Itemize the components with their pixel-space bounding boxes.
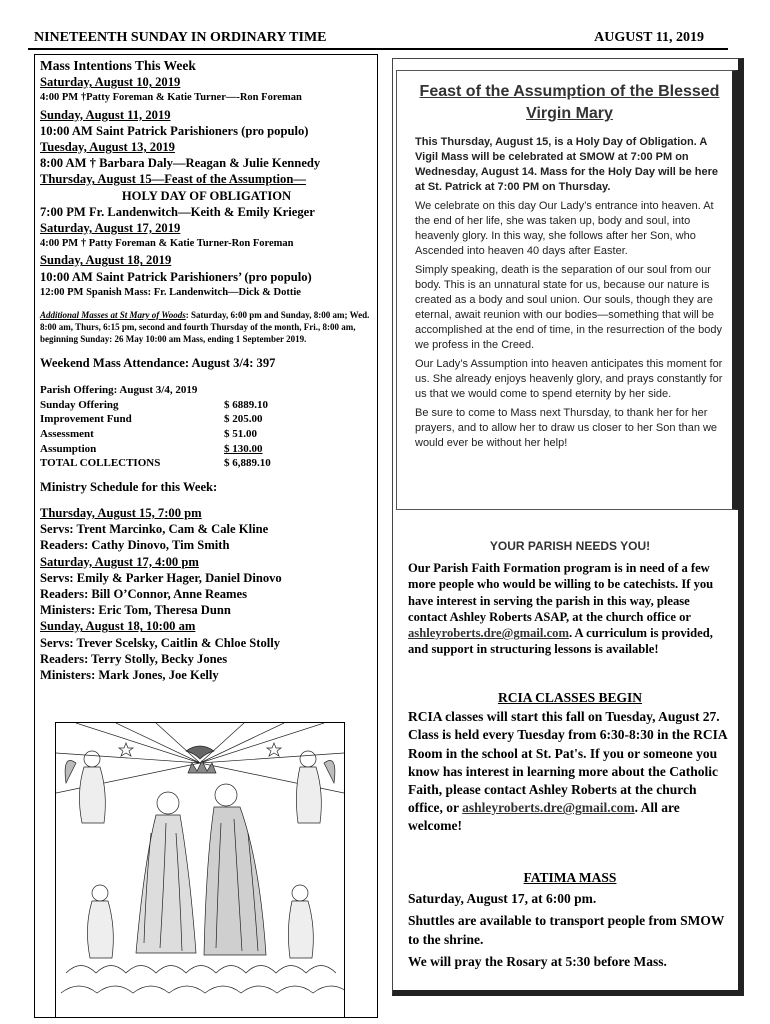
ministry-line: Servs: Trent Marcinko, Cam & Cale Kline [40,522,269,537]
page-header [34,30,726,48]
offering-value: $ 130.00 [224,442,263,455]
offering-label: Improvement Fund [40,413,132,426]
mass-line: 7:00 PM Fr. Landenwitch—Keith & Emily Krieger [40,204,315,219]
offering-label: Sunday Offering [40,398,119,411]
rcia-text [408,708,732,835]
rcia-text-a: RCIA classes will start this fall on Tuesday, August 27. Class is held every Tuesday from 6:30-8:30 in the RCIA Room in the school at St. Pat's. If you or someone you know has interest in learning more about the Catholic Faith, please contact Ashley Roberts at the church office, or [408,709,727,816]
mass-line: 4:00 PM †Patty Foreman & Katie Turner—-Ron Foreman [40,92,302,104]
offering-title: Parish Offering: August 3/4, 2019 [40,384,198,397]
needs-text-b: . A curriculum is provided, and support in structuring lessons is available! [408,626,713,657]
mass-line: 4:00 PM † Patty Foreman & Katie Turner-Ron Foreman [40,238,294,250]
fatima-line: Shuttles are available to transport people from SMOW to the shrine. [408,913,725,947]
ministry-schedule [40,505,373,683]
offering-value: $ 205.00 [224,413,263,426]
ministry-line: Servs: Trever Scelsky, Caitlin & Chloe Stolly [40,635,281,650]
feast-paragraph: We celebrate on this day Our Lady’s entrance into heaven. At the end of her life, she was taken up, body and soul, into heavenly glory. In this way, she follows after her Son, who Ascended into heaven 40 days after Easter. [415,200,714,257]
fatima-line: We will pray the Rosary at 5:30 before Mass. [408,953,667,969]
offering-label: Assessment [40,428,94,441]
header-rule [28,48,728,50]
feast-paragraph: Be sure to come to Mass next Thursday, to thank her for her prayers, and to allow her to draw us closer to her Son than we would ever be without her help! [415,407,718,449]
offering-row [40,412,373,427]
mass-line: Tuesday, August 13, 2019 [40,140,175,155]
ministry-line: Ministers: Eric Tom, Theresa Dunn [40,603,231,618]
ministry-line: Readers: Cathy Dinovo, Tim Smith [40,538,230,553]
needs-title: YOUR PARISH NEEDS YOU! [489,539,651,553]
mass-line: Sunday, August 18, 2019 [40,253,172,268]
ministry-line: Saturday, August 17, 4:00 pm [40,554,199,569]
header-left: NINETEENTH SUNDAY IN ORDINARY TIME [34,30,327,45]
fatima-section [408,870,732,971]
mass-line: HOLY DAY OF OBLIGATION [121,188,292,203]
mass-line: Thursday, August 15—Feast of the Assumption— [40,172,306,187]
additional-label: Additional Masses at St Mary of Woods [40,310,186,321]
offering-row [40,456,373,471]
mass-line: Saturday, August 10, 2019 [40,75,181,90]
parish-needs-section [408,538,732,657]
additional-text: : Saturday, 6:00 pm and Sunday, 8:00 am; Wed. 8:00 am, Thurs, 6:15 pm, second and fourth Thursday of the month, Fri., 8:00 am, beginning Sunday: 26 May 10:00 am Mass, ending 1 September 2019. [40,310,370,345]
rcia-title: RCIA CLASSES BEGIN [497,690,643,705]
needs-text-a: Our Parish Faith Formation program is in need of a few more people who would be willing to be catechists. If you have interest in serving the parish in this way, please contact Ashley Roberts ASAP, at the church office or [408,561,714,624]
mass-line: Sunday, August 11, 2019 [40,107,171,122]
offering-row [40,398,373,413]
mass-title: Mass Intentions This Week [40,58,196,73]
offering-block [40,383,373,471]
mass-intentions-list [40,74,373,301]
rcia-email-link[interactable]: ashleyroberts.dre@gmail.com [462,800,635,816]
ministry-line: Servs: Emily & Parker Hager, Daniel Dinovo [40,570,282,585]
attendance: Weekend Mass Attendance: August 3/4: 397 [40,356,276,371]
offering-value: $ 51.00 [224,428,257,441]
offering-row [40,442,373,457]
ministry-line: Ministers: Mark Jones, Joe Kelly [40,668,219,683]
rcia-section [408,690,732,836]
mass-line: 10:00 AM Saint Patrick Parishioners’ (pro populo) [40,269,312,284]
needs-text [408,560,732,657]
feast-paragraph: Our Lady’s Assumption into heaven anticipates this moment for us. She already enjoys heavenly glory, and prays constantly for us that we would come to spend eternity by her side. [415,358,723,400]
ministry-line: Sunday, August 18, 10:00 am [40,619,196,634]
offering-value: $ 6889.10 [224,398,268,411]
mass-line: 8:00 AM † Barbara Daly—Reagan & Julie Kennedy [40,156,321,171]
feast-box [396,70,738,510]
needs-email-link[interactable]: ashleyroberts.dre@gmail.com [408,626,569,641]
rcia-text-b: . All are welcome! [408,800,680,834]
fatima-title: FATIMA MASS [523,870,617,885]
mass-line: Saturday, August 17, 2019 [40,221,181,236]
mass-line: 10:00 AM Saint Patrick Parishioners (pro populo) [40,123,309,138]
ministry-title: Ministry Schedule for this Week: [40,479,218,494]
fatima-line: Saturday, August 17, at 6:00 pm. [408,891,597,907]
mass-line: 12:00 PM Spanish Mass: Fr. Landenwitch—Dick & Dottie [40,286,301,298]
offering-value: $ 6,889.10 [224,457,271,470]
offering-label: Assumption [40,442,97,455]
header-right: AUGUST 11, 2019 [594,30,704,45]
ministry-line: Thursday, August 15, 7:00 pm [40,506,202,521]
coronation-engraving [55,722,345,1018]
ministry-line: Readers: Bill O’Connor, Anne Reames [40,587,247,602]
feast-title: Feast of the Assumption of the Blessed Virgin Mary [419,83,720,122]
feast-intro: This Thursday, August 15, is a Holy Day of Obligation. A Vigil Mass will be celebrated at SMOW at 7:00 PM on Wednesday, August 14. Mass for the Holy Day will be here at St. Patrick at 7:00 PM on Thursday. [415,136,718,193]
offering-table [40,398,373,471]
offering-label: TOTAL COLLECTIONS [40,457,161,470]
ministry-line: Readers: Terry Stolly, Becky Jones [40,651,228,666]
additional-masses [40,309,373,345]
feast-paragraph: Simply speaking, death is the separation of our soul from our body. This is an unnatural state for us, because our nature is created as a body and soul union. Our souls, though they are eternal, await reunion with our bodies—something that will be accomplished at the end of time, in the resurrection of the body we profess in the Creed. [415,264,722,351]
offering-row [40,427,373,442]
